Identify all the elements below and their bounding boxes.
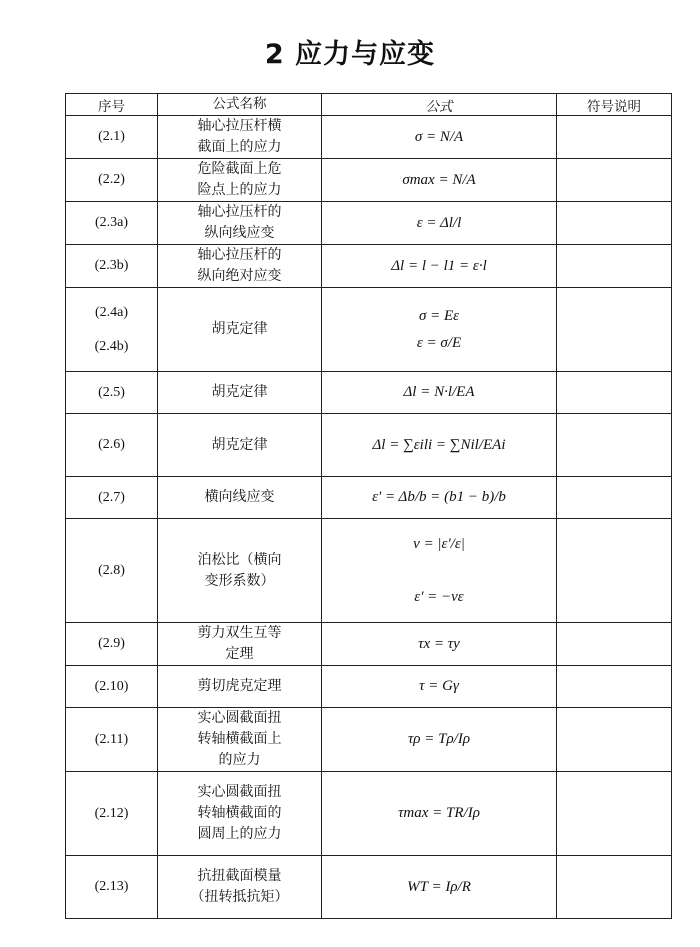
row-name: 胡克定律: [158, 288, 322, 372]
row-symbol: [557, 772, 672, 856]
table-row: [66, 245, 672, 288]
table-row: [66, 708, 672, 772]
row-formula: τmax = TR/Iρ: [322, 772, 557, 856]
row-formula: ν = |ε'/ε| ε' = −νε: [322, 519, 557, 623]
row-symbol: [557, 623, 672, 666]
row-formula: τ = Gγ: [322, 666, 557, 708]
table-row: [66, 414, 672, 477]
row-number: (2.3b): [66, 245, 158, 288]
row-name: 剪切虎克定理: [158, 666, 322, 708]
table-row: [66, 623, 672, 666]
row-symbol: [557, 372, 672, 414]
row-formula: WT = Iρ/R: [322, 856, 557, 919]
row-symbol: [557, 666, 672, 708]
row-symbol: [557, 708, 672, 772]
table-row: [66, 772, 672, 856]
row-formula: σ = N/A: [322, 116, 557, 159]
table-row: [66, 116, 672, 159]
table-row: [66, 666, 672, 708]
header-symbol: 符号说明: [557, 94, 672, 116]
row-formula: σ = Eε ε = σ/E: [322, 288, 557, 372]
row-name: 泊松比（横向 变形系数）: [158, 519, 322, 623]
row-number: (2.2): [66, 159, 158, 202]
row-symbol: [557, 116, 672, 159]
row-name: 胡克定律: [158, 372, 322, 414]
row-symbol: [557, 159, 672, 202]
row-number: (2.9): [66, 623, 158, 666]
row-symbol: [557, 856, 672, 919]
row-number: (2.11): [66, 708, 158, 772]
row-formula: σmax = N/A: [322, 159, 557, 202]
row-formula: Δl = ∑εili = ∑Nil/EAi: [322, 414, 557, 477]
table-row: [66, 288, 672, 372]
row-symbol: [557, 477, 672, 519]
row-formula: τρ = Tρ/Iρ: [322, 708, 557, 772]
row-formula: Δl = N·l/EA: [322, 372, 557, 414]
row-symbol: [557, 245, 672, 288]
row-number: (2.8): [66, 519, 158, 623]
row-number: (2.1): [66, 116, 158, 159]
row-number: (2.13): [66, 856, 158, 919]
row-formula: τx = τy: [322, 623, 557, 666]
row-number: (2.4a) (2.4b): [66, 288, 158, 372]
row-name: 剪力双生互等 定理: [158, 623, 322, 666]
row-number: (2.6): [66, 414, 158, 477]
row-number: (2.7): [66, 477, 158, 519]
row-name: 抗扭截面模量 （扭转抵抗矩）: [158, 856, 322, 919]
row-symbol: [557, 288, 672, 372]
row-symbol: [557, 519, 672, 623]
row-formula: ε = Δl/l: [322, 202, 557, 245]
header-row: [66, 94, 672, 116]
row-symbol: [557, 414, 672, 477]
page-title: 2 应力与应变: [264, 39, 436, 70]
table-row: [66, 202, 672, 245]
table-row: [66, 519, 672, 623]
row-name: 轴心拉压杆的 纵向绝对应变: [158, 245, 322, 288]
header-formula: 公式: [322, 94, 557, 116]
table-row: [66, 372, 672, 414]
row-name: 胡克定律: [158, 414, 322, 477]
table-row: [66, 477, 672, 519]
row-symbol: [557, 202, 672, 245]
row-formula: Δl = l − l1 = ε·l: [322, 245, 557, 288]
row-name: 危险截面上危 险点上的应力: [158, 159, 322, 202]
row-number: (2.5): [66, 372, 158, 414]
row-number: (2.10): [66, 666, 158, 708]
row-name: 实心圆截面扭 转轴横截面的 圆周上的应力: [158, 772, 322, 856]
header-name: 公式名称: [158, 94, 322, 116]
row-number: (2.3a): [66, 202, 158, 245]
table-row: [66, 856, 672, 919]
row-formula: ε' = Δb/b = (b1 − b)/b: [322, 477, 557, 519]
row-name: 实心圆截面扭 转轴横截面上 的应力: [158, 708, 322, 772]
header-number: 序号: [66, 94, 158, 116]
formula-table: [65, 93, 672, 919]
row-name: 轴心拉压杆的 纵向线应变: [158, 202, 322, 245]
row-name: 横向线应变: [158, 477, 322, 519]
row-number: (2.12): [66, 772, 158, 856]
row-name: 轴心拉压杆横 截面上的应力: [158, 116, 322, 159]
table-row: [66, 159, 672, 202]
